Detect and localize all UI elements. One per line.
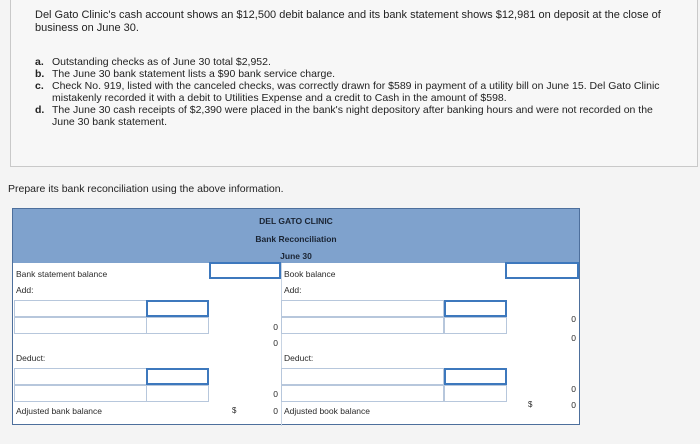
book-add-amount-input[interactable] [444, 317, 507, 334]
book-deduct-desc-input[interactable] [281, 385, 444, 402]
bank-add-total: 0 [273, 322, 278, 332]
bank-deduct-amount-input[interactable] [146, 368, 209, 385]
adjusted-bank-balance-label: Adjusted bank balance [16, 406, 103, 416]
bank-deduct-desc-input[interactable] [14, 385, 147, 402]
book-add-total: 0 [571, 314, 576, 324]
problem-items [35, 56, 675, 128]
bank-deduct-total: 0 [273, 389, 278, 399]
book-currency-symbol: $ [528, 400, 533, 409]
question-prompt: Prepare its bank reconciliation using the above information. [8, 183, 284, 195]
adjusted-book-balance-label: Adjusted book balance [284, 406, 371, 416]
company-name: DEL GATO CLINIC [259, 216, 333, 226]
book-balance-label: Book balance [284, 269, 336, 279]
book-add-desc-input[interactable] [281, 300, 444, 317]
bank-deduct-desc-input[interactable] [14, 368, 147, 385]
bank-reconciliation-table [12, 208, 580, 425]
adjusted-book-balance-value: 0 [571, 400, 576, 410]
book-add-label: Add: [284, 285, 302, 295]
problem-intro: Del Gato Clinic's cash account shows an $12,500 debit balance and its bank statement shows $12,981 on deposit at the close of business on June 30. [35, 9, 661, 34]
report-date: June 30 [280, 251, 312, 261]
bank-deduct-label: Deduct: [16, 353, 46, 363]
book-deduct-desc-input[interactable] [281, 368, 444, 385]
book-deduct-total: 0 [571, 384, 576, 394]
book-balance-input[interactable] [505, 262, 579, 279]
bank-add-desc-input[interactable] [14, 300, 147, 317]
bank-add-amount-input[interactable] [146, 317, 209, 334]
book-add-amount-input[interactable] [444, 300, 507, 317]
report-title: Bank Reconciliation [255, 234, 337, 244]
book-add-desc-input[interactable] [281, 317, 444, 334]
bank-add-desc-input[interactable] [14, 317, 147, 334]
book-deduct-amount-input[interactable] [444, 385, 507, 402]
bank-currency-symbol: $ [232, 406, 237, 415]
book-deduct-amount-input[interactable] [444, 368, 507, 385]
bank-add-amount-input[interactable] [146, 300, 209, 317]
book-subtotal: 0 [571, 333, 576, 343]
list-item: d. The June 30 cash receipts of $2,390 were placed in the bank's night depository after banking hours and were not recorded on the June 30 bank statement. [35, 104, 653, 128]
list-item: a. Outstanding checks as of June 30 total $2,952. [35, 56, 271, 68]
list-item: b. The June 30 bank statement lists a $90 bank service charge. [35, 68, 336, 80]
list-item: c. Check No. 919, listed with the canceled checks, was correctly drawn for $589 in payment of a utility bill on June 15. Del Gato Clinic mistakenly recorded it with a debit to Utilities Expense and a credit to Cash in the amount of $598. [35, 80, 660, 104]
adjusted-bank-balance-value: 0 [273, 406, 278, 416]
bank-deduct-amount-input[interactable] [146, 385, 209, 402]
bank-add-label: Add: [16, 285, 34, 295]
bank-statement-balance-label: Bank statement balance [16, 269, 108, 279]
bank-statement-balance-input[interactable] [209, 262, 281, 279]
book-deduct-label: Deduct: [284, 353, 314, 363]
bank-subtotal: 0 [273, 338, 278, 348]
